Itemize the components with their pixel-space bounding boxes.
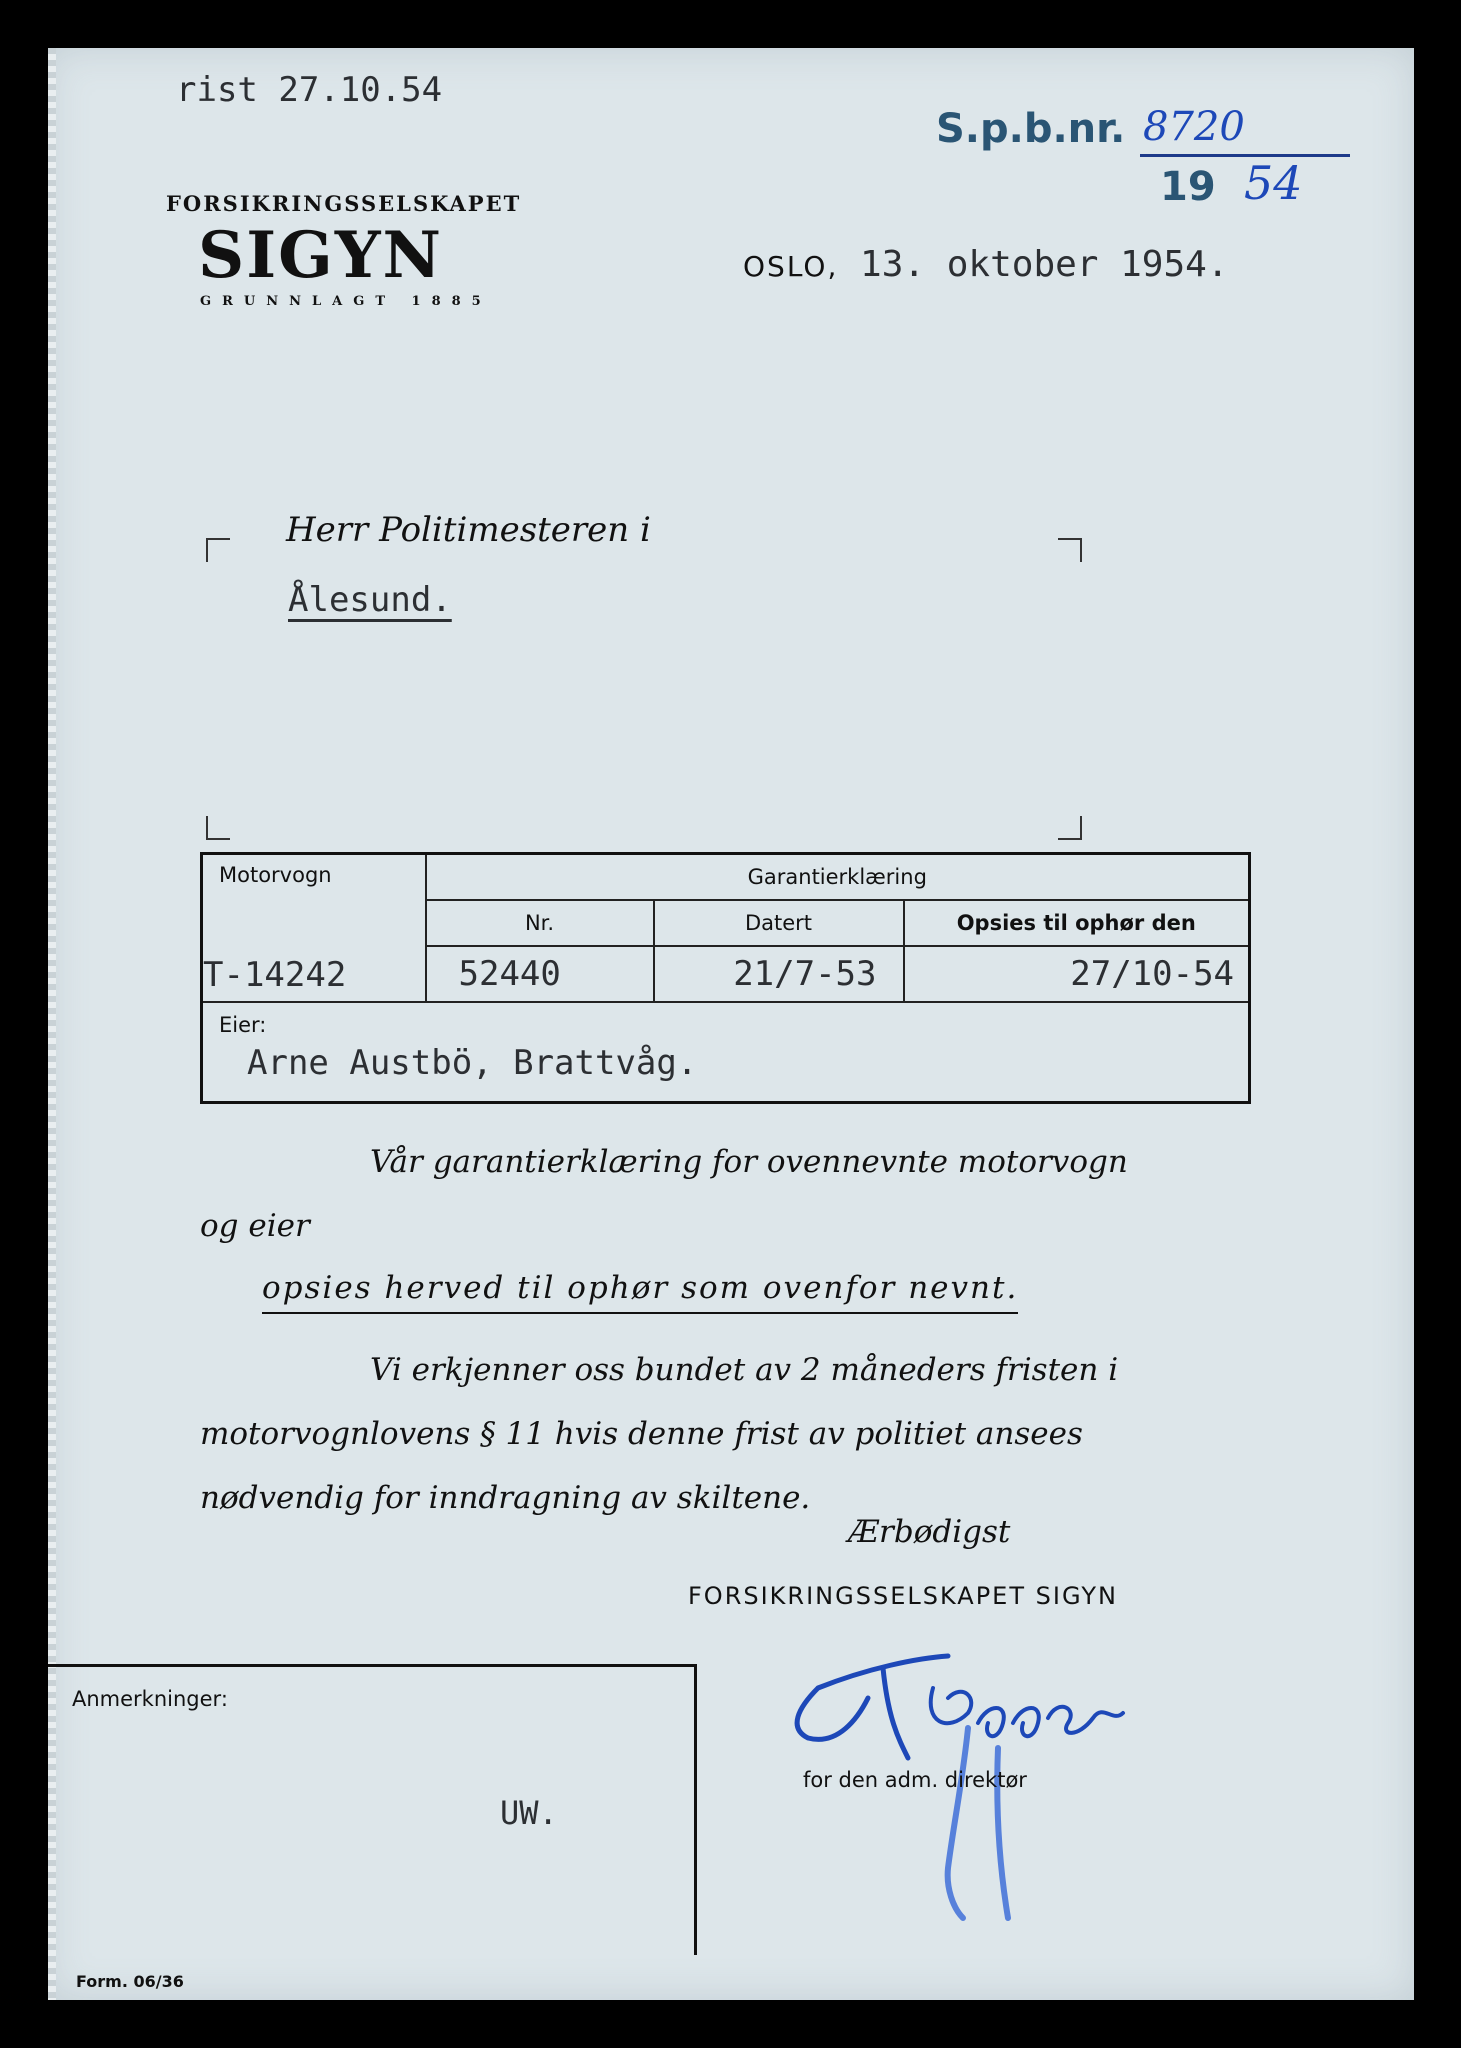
header-dated: Datert (744, 910, 813, 935)
stamp-number: 8720 (1143, 104, 1245, 150)
owner-value: Arne Austbö, Brattvåg. (247, 1042, 698, 1083)
guarantee-table (200, 852, 1251, 1104)
recipient-line1: Herr Politimesteren i (286, 510, 651, 550)
form-number: Form. 06/36 (76, 1972, 184, 1991)
closing-greeting: Ærbødigst (848, 1514, 1011, 1550)
date-city: OSLO, (743, 250, 839, 283)
header-vehicle: Motorvogn (219, 863, 332, 887)
owner-cell (202, 1002, 1250, 1103)
deadline-note: rist 27.10.54 (176, 70, 443, 110)
recipient-city: Ålesund. (288, 580, 452, 620)
body-p2-line1: Vi erkjenner oss bundet av 2 måneders fristen i (370, 1352, 1119, 1388)
closing-company: FORSIKRINGSSELSKAPET SIGYN (688, 1582, 1118, 1610)
header-nr-cell (426, 900, 654, 946)
window-corner-tl (206, 538, 230, 562)
body-p2-line3: nødvendig for inndragning av skiltene. (200, 1480, 811, 1516)
signature-title: for den adm. direktør (803, 1768, 1027, 1792)
stamp-label: S.p.b.nr. (936, 106, 1126, 152)
remarks-initials: UW. (500, 1794, 558, 1832)
owner-label: Eier: (219, 1012, 267, 1037)
body-p1-line1: Vår garantierklæring for ovennevnte motorvogn (370, 1144, 1128, 1180)
stamp-year-printed: 19 (1160, 164, 1216, 210)
company-prefix: FORSIKRINGSSELSKAPET (166, 191, 522, 216)
header-guarantee (426, 854, 1250, 900)
window-corner-br (1058, 816, 1082, 840)
body-p2-line2: motorvognlovens § 11 hvis denne frist av politiet ansees (200, 1416, 1083, 1452)
header-guarantee-label: Garantierklæring (747, 864, 927, 889)
letter-date (743, 244, 1229, 285)
nr-cell (426, 946, 654, 1002)
header-nr: Nr. (524, 910, 555, 935)
header-dated-cell (654, 900, 904, 946)
cancel-cell (904, 946, 1250, 1002)
header-cancel: Opsies til ophør den (956, 910, 1196, 935)
nr-value: 52440 (458, 953, 561, 994)
company-founded: GRUNNLAGT 1885 (200, 294, 492, 309)
remarks-box (48, 1664, 697, 1955)
vehicle-value: T-14242 (203, 954, 347, 995)
header-cancel-cell (904, 900, 1250, 946)
stamp-year-handwritten: 54 (1244, 156, 1303, 210)
dated-cell (654, 946, 904, 1002)
cancel-value: 27/10-54 (1070, 953, 1235, 994)
dated-value: 21/7-53 (733, 953, 877, 994)
body-p1-line2: og eier (200, 1208, 310, 1244)
remarks-label: Anmerkninger: (72, 1687, 228, 1711)
vehicle-cell (202, 854, 426, 1002)
company-logo-name: SIGYN (198, 218, 443, 293)
date-text: 13. oktober 1954. (860, 244, 1229, 285)
body-p1-line3: opsies herved til ophør som ovenfor nevnt. (262, 1270, 1018, 1314)
window-corner-tr (1058, 538, 1082, 562)
window-corner-bl (206, 816, 230, 840)
